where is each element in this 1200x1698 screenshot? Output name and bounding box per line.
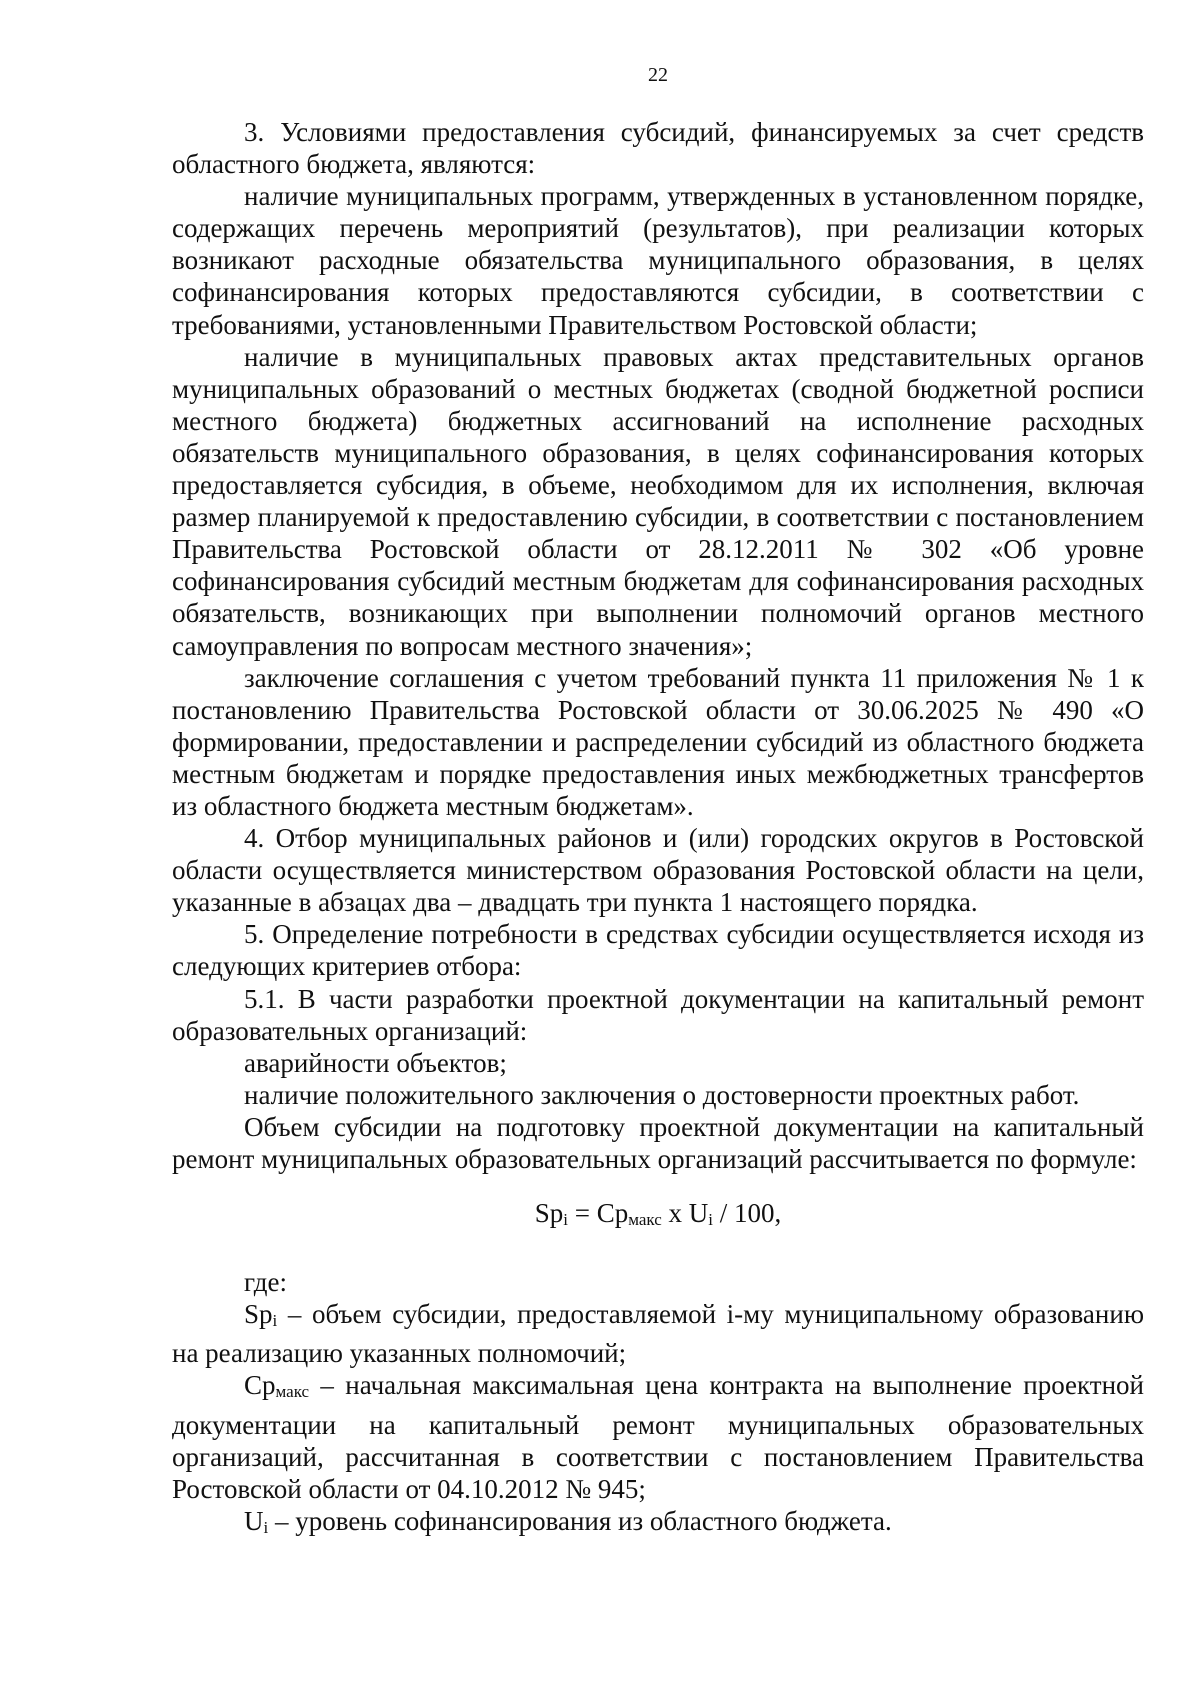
paragraph-3: 3. Условиями предоставления субсидий, финансируемых за счет средств областного бюджета, являются: xyxy=(172,117,1144,180)
definition-cp-text: – начальная максимальная цена контракта на выполнение проектной документации на капитальный ремонт муниципальных образовательных организаций, рассчитанная в соответствии с постановлением Правительства Ростовской области от 04.10.2012 № 945; xyxy=(172,1370,1144,1504)
definition-u-text: – уровень софинансирования из областного бюджета. xyxy=(268,1505,892,1536)
criterion-emergency: аварийности объектов; xyxy=(244,1047,507,1078)
condition-agreement: заключение соглашения с учетом требований пункта 11 приложения № 1 к постановлению Правительства Ростовской области от 30.06.2025 № 490 «О формировании, предоставлении и распределении субсидий из областного бюджета местным бюджетам и порядке предоставления иных межбюджетных трансфертов из областного бюджета местным бюджетам». xyxy=(172,662,1144,821)
definition-cp-sub: макс xyxy=(275,1382,310,1402)
paragraph-5: 5. Определение потребности в средствах субсидии осуществляется исходя из следующих критериев отбора: xyxy=(172,919,1144,982)
definition-sp-text: – объем субсидии, предоставляемой i-му муниципальному образованию на реализацию указанных полномочий; xyxy=(172,1299,1144,1369)
definition-u-symbol: U xyxy=(244,1505,264,1536)
formula-sp: Sp xyxy=(534,1198,564,1229)
where-label: где: xyxy=(244,1267,287,1298)
subsidy-volume-intro: Объем субсидии на подготовку проектной документации на капитальный ремонт муниципальных образовательных организаций рассчитывается по формуле: xyxy=(172,1111,1144,1174)
formula-tail: / 100, xyxy=(713,1198,782,1229)
formula-cp: Cp xyxy=(596,1198,629,1229)
definition-sp-sub: i xyxy=(272,1311,278,1331)
criterion-positive-conclusion: наличие положительного заключения о достоверности проектных работ. xyxy=(244,1079,1080,1110)
formula-times: x xyxy=(661,1198,689,1229)
document-body xyxy=(172,116,1144,1544)
formula-equals: = xyxy=(567,1198,597,1229)
definition-sp-symbol: Sp xyxy=(244,1299,273,1330)
definition-cp xyxy=(172,1369,1144,1504)
formula-u: U xyxy=(688,1198,709,1229)
subsidy-formula xyxy=(172,1197,1144,1236)
condition-municipal-programs: наличие муниципальных программ, утвержденных в установленном порядке, содержащих перечень мероприятий (результатов), при реализации которых возникают расходные обязательства муниципального образования, в целях софинансирования которых предоставляются субсидии, в соответствии с требованиями, установленными Правительством Ростовской области; xyxy=(172,181,1144,340)
page-number: 22 xyxy=(648,64,668,86)
condition-budget-allocations: наличие в муниципальных правовых актах представительных органов муниципальных образований о местных бюджетах (сводной бюджетной росписи местного бюджета) бюджетных ассигнований на исполнение расходных обязательств муниципального образования, в целях софинансирования которых предоставляется субсидия, в объеме, необходимом для их исполнения, включая размер планируемой к предоставлению субсидии, в соответствии с постановлением Правительства Ростовской области от 28.12.2011 № 302 «Об уровне софинансирования субсидий местным бюджетам для софинансирования расходных обязательств, возникающих при выполнении полномочий органов местного самоуправления по вопросам местного значения»; xyxy=(172,341,1144,661)
definition-u xyxy=(172,1505,1144,1544)
definition-u-sub: i xyxy=(263,1517,269,1537)
definition-sp xyxy=(172,1298,1144,1369)
definition-cp-symbol: Cp xyxy=(244,1370,276,1401)
paragraph-4: 4. Отбор муниципальных районов и (или) городских округов в Ростовской области осуществляется министерством образования Ростовской области на цели, указанные в абзацах два – двадцать три пункта 1 настоящего порядка. xyxy=(172,823,1144,918)
formula-sp-sub: i xyxy=(563,1210,568,1230)
formula-u-sub: i xyxy=(708,1210,714,1230)
paragraph-5-1: 5.1. В части разработки проектной документации на капитальный ремонт образовательных организаций: xyxy=(172,983,1144,1046)
formula-cp-sub: макс xyxy=(628,1210,662,1230)
